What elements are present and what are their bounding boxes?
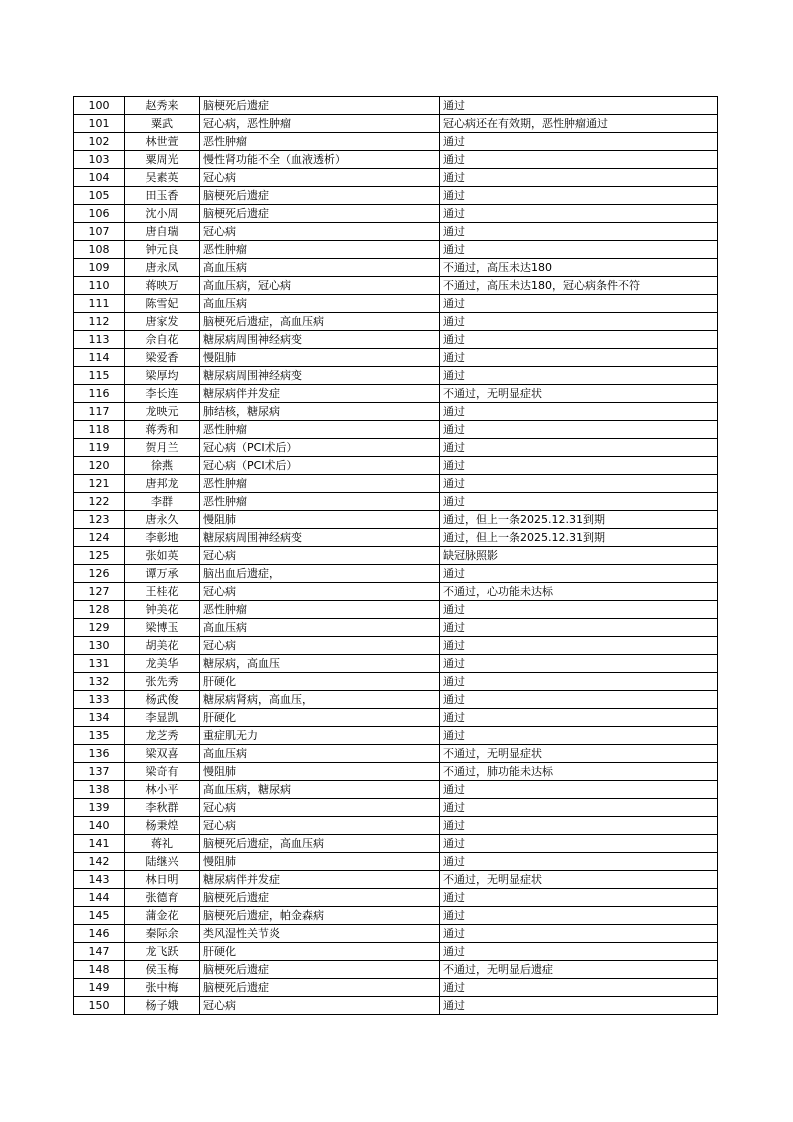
table-row: [74, 115, 718, 133]
row-number-cell: 124: [74, 529, 125, 547]
row-number-cell: 147: [74, 943, 125, 961]
table-row: [74, 871, 718, 889]
review-result-cell: 通过: [440, 493, 718, 511]
table-row: [74, 349, 718, 367]
table-row: [74, 439, 718, 457]
disease-cell: 肝硬化: [200, 673, 440, 691]
table-row: [74, 169, 718, 187]
patient-name-cell: 张先秀: [125, 673, 200, 691]
review-result-cell: 通过: [440, 709, 718, 727]
patient-name-cell: 钟元良: [125, 241, 200, 259]
review-result-cell: 通过: [440, 655, 718, 673]
patient-name-cell: 梁厚均: [125, 367, 200, 385]
row-number-cell: 137: [74, 763, 125, 781]
table-body: [74, 97, 718, 1015]
table-row: [74, 601, 718, 619]
row-number-cell: 126: [74, 565, 125, 583]
review-result-cell: 通过: [440, 403, 718, 421]
table-row: [74, 529, 718, 547]
row-number-cell: 106: [74, 205, 125, 223]
patient-name-cell: 杨子娥: [125, 997, 200, 1015]
review-result-cell: 不通过，高压未达180，冠心病条件不符: [440, 277, 718, 295]
row-number-cell: 140: [74, 817, 125, 835]
disease-cell: 肝硬化: [200, 943, 440, 961]
patient-name-cell: 胡美花: [125, 637, 200, 655]
row-number-cell: 107: [74, 223, 125, 241]
table-row: [74, 835, 718, 853]
patient-name-cell: 侯玉梅: [125, 961, 200, 979]
patient-name-cell: 杨秉煌: [125, 817, 200, 835]
disease-cell: 冠心病（PCI术后）: [200, 439, 440, 457]
row-number-cell: 128: [74, 601, 125, 619]
review-result-cell: 通过: [440, 223, 718, 241]
table-row: [74, 133, 718, 151]
disease-cell: 糖尿病，高血压: [200, 655, 440, 673]
review-result-cell: 通过: [440, 295, 718, 313]
disease-cell: 脑梗死后遗症，帕金森病: [200, 907, 440, 925]
review-result-cell: 通过: [440, 475, 718, 493]
review-result-cell: 冠心病还在有效期，恶性肿瘤通过: [440, 115, 718, 133]
patient-name-cell: 秦际余: [125, 925, 200, 943]
patient-name-cell: 李群: [125, 493, 200, 511]
patient-name-cell: 张中梅: [125, 979, 200, 997]
row-number-cell: 101: [74, 115, 125, 133]
patient-name-cell: 赵秀来: [125, 97, 200, 115]
row-number-cell: 146: [74, 925, 125, 943]
review-result-cell: 通过: [440, 619, 718, 637]
row-number-cell: 110: [74, 277, 125, 295]
patient-name-cell: 唐永久: [125, 511, 200, 529]
row-number-cell: 121: [74, 475, 125, 493]
patient-name-cell: 陈雪妃: [125, 295, 200, 313]
patient-name-cell: 梁奇有: [125, 763, 200, 781]
patient-name-cell: 唐永凤: [125, 259, 200, 277]
table-row: [74, 97, 718, 115]
review-result-cell: 通过: [440, 169, 718, 187]
row-number-cell: 125: [74, 547, 125, 565]
row-number-cell: 134: [74, 709, 125, 727]
disease-cell: 冠心病: [200, 547, 440, 565]
review-result-cell: 通过: [440, 565, 718, 583]
table-row: [74, 943, 718, 961]
patient-name-cell: 龙芝秀: [125, 727, 200, 745]
review-result-cell: 通过: [440, 151, 718, 169]
table-row: [74, 673, 718, 691]
patient-name-cell: 张如英: [125, 547, 200, 565]
patient-name-cell: 沈小周: [125, 205, 200, 223]
row-number-cell: 132: [74, 673, 125, 691]
patient-name-cell: 田玉香: [125, 187, 200, 205]
patient-name-cell: 粟周光: [125, 151, 200, 169]
review-result-cell: 不通过，无明显症状: [440, 745, 718, 763]
disease-cell: 冠心病，恶性肿瘤: [200, 115, 440, 133]
review-result-cell: 通过: [440, 817, 718, 835]
disease-cell: 糖尿病周围神经病变: [200, 331, 440, 349]
review-result-cell: 通过: [440, 997, 718, 1015]
patient-name-cell: 蒋映万: [125, 277, 200, 295]
disease-cell: 糖尿病伴并发症: [200, 385, 440, 403]
review-result-cell: 通过: [440, 781, 718, 799]
disease-cell: 高血压病: [200, 745, 440, 763]
row-number-cell: 139: [74, 799, 125, 817]
review-result-cell: 通过: [440, 907, 718, 925]
review-result-cell: 不通过，高压未达180: [440, 259, 718, 277]
patient-name-cell: 林日明: [125, 871, 200, 889]
row-number-cell: 120: [74, 457, 125, 475]
review-result-cell: 通过: [440, 133, 718, 151]
review-result-cell: 通过: [440, 349, 718, 367]
disease-cell: 冠心病: [200, 583, 440, 601]
disease-cell: 恶性肿瘤: [200, 241, 440, 259]
patient-name-cell: 张德育: [125, 889, 200, 907]
review-result-cell: 通过: [440, 835, 718, 853]
row-number-cell: 150: [74, 997, 125, 1015]
review-result-cell: 不通过，心功能未达标: [440, 583, 718, 601]
table-row: [74, 475, 718, 493]
review-result-cell: 通过: [440, 943, 718, 961]
table-row: [74, 421, 718, 439]
row-number-cell: 108: [74, 241, 125, 259]
review-result-cell: 通过: [440, 601, 718, 619]
disease-cell: 慢阻肺: [200, 349, 440, 367]
disease-cell: 恶性肿瘤: [200, 133, 440, 151]
table-row: [74, 709, 718, 727]
row-number-cell: 130: [74, 637, 125, 655]
table-row: [74, 637, 718, 655]
patient-name-cell: 梁爱香: [125, 349, 200, 367]
review-result-cell: 通过: [440, 331, 718, 349]
table-row: [74, 385, 718, 403]
patient-name-cell: 杨武俊: [125, 691, 200, 709]
review-result-cell: 通过: [440, 799, 718, 817]
table-row: [74, 925, 718, 943]
review-result-cell: 通过: [440, 421, 718, 439]
review-result-cell: 通过，但上一条2025.12.31到期: [440, 511, 718, 529]
table-row: [74, 961, 718, 979]
table-row: [74, 619, 718, 637]
table-row: [74, 583, 718, 601]
disease-cell: 高血压病: [200, 259, 440, 277]
table-row: [74, 403, 718, 421]
row-number-cell: 131: [74, 655, 125, 673]
patient-name-cell: 龙映元: [125, 403, 200, 421]
disease-cell: 糖尿病周围神经病变: [200, 529, 440, 547]
table-row: [74, 907, 718, 925]
table-row: [74, 493, 718, 511]
disease-cell: 冠心病: [200, 223, 440, 241]
table-row: [74, 187, 718, 205]
patient-name-cell: 徐燕: [125, 457, 200, 475]
review-result-cell: 缺冠脉照影: [440, 547, 718, 565]
review-result-cell: 不通过，肺功能未达标: [440, 763, 718, 781]
review-result-cell: 通过: [440, 673, 718, 691]
review-result-cell: 通过: [440, 925, 718, 943]
row-number-cell: 127: [74, 583, 125, 601]
table-row: [74, 151, 718, 169]
disease-cell: 恶性肿瘤: [200, 601, 440, 619]
row-number-cell: 144: [74, 889, 125, 907]
patient-name-cell: 李长连: [125, 385, 200, 403]
disease-cell: 肝硬化: [200, 709, 440, 727]
patient-name-cell: 陆继兴: [125, 853, 200, 871]
review-result-cell: 通过: [440, 97, 718, 115]
table-row: [74, 745, 718, 763]
table-row: [74, 727, 718, 745]
disease-cell: 高血压病: [200, 295, 440, 313]
table-row: [74, 547, 718, 565]
table-row: [74, 511, 718, 529]
row-number-cell: 123: [74, 511, 125, 529]
disease-cell: 脑梗死后遗症: [200, 889, 440, 907]
row-number-cell: 119: [74, 439, 125, 457]
row-number-cell: 143: [74, 871, 125, 889]
disease-cell: 冠心病（PCI术后）: [200, 457, 440, 475]
disease-cell: 类风湿性关节炎: [200, 925, 440, 943]
review-results-table: [73, 96, 718, 1015]
table-row: [74, 997, 718, 1015]
row-number-cell: 118: [74, 421, 125, 439]
disease-cell: 重症肌无力: [200, 727, 440, 745]
table-row: [74, 853, 718, 871]
disease-cell: 恶性肿瘤: [200, 475, 440, 493]
table-row: [74, 763, 718, 781]
patient-name-cell: 钟美花: [125, 601, 200, 619]
disease-cell: 冠心病: [200, 169, 440, 187]
table-row: [74, 295, 718, 313]
disease-cell: 肺结核，糖尿病: [200, 403, 440, 421]
disease-cell: 慢阻肺: [200, 853, 440, 871]
table-row: [74, 457, 718, 475]
patient-name-cell: 唐自瑞: [125, 223, 200, 241]
disease-cell: 高血压病，冠心病: [200, 277, 440, 295]
disease-cell: 脑梗死后遗症: [200, 961, 440, 979]
patient-name-cell: 李秋群: [125, 799, 200, 817]
table-row: [74, 979, 718, 997]
table-row: [74, 367, 718, 385]
table-row: [74, 691, 718, 709]
table-row: [74, 565, 718, 583]
disease-cell: 冠心病: [200, 997, 440, 1015]
patient-name-cell: 佘自花: [125, 331, 200, 349]
row-number-cell: 142: [74, 853, 125, 871]
disease-cell: 脑梗死后遗症: [200, 205, 440, 223]
table-row: [74, 331, 718, 349]
table-row: [74, 313, 718, 331]
disease-cell: 恶性肿瘤: [200, 493, 440, 511]
disease-cell: 恶性肿瘤: [200, 421, 440, 439]
table-row: [74, 241, 718, 259]
review-result-cell: 不通过，无明显后遗症: [440, 961, 718, 979]
row-number-cell: 149: [74, 979, 125, 997]
table-row: [74, 259, 718, 277]
disease-cell: 高血压病，糖尿病: [200, 781, 440, 799]
review-result-cell: 通过: [440, 439, 718, 457]
review-result-cell: 不通过，无明显症状: [440, 871, 718, 889]
patient-name-cell: 林小平: [125, 781, 200, 799]
row-number-cell: 135: [74, 727, 125, 745]
row-number-cell: 114: [74, 349, 125, 367]
disease-cell: 脑梗死后遗症，高血压病: [200, 835, 440, 853]
patient-name-cell: 蒲金花: [125, 907, 200, 925]
table-row: [74, 223, 718, 241]
row-number-cell: 112: [74, 313, 125, 331]
patient-name-cell: 蒋礼: [125, 835, 200, 853]
patient-name-cell: 蒋秀和: [125, 421, 200, 439]
table-row: [74, 277, 718, 295]
review-result-cell: 通过: [440, 367, 718, 385]
patient-name-cell: 梁博玉: [125, 619, 200, 637]
review-result-cell: 通过: [440, 205, 718, 223]
row-number-cell: 141: [74, 835, 125, 853]
table-row: [74, 655, 718, 673]
row-number-cell: 113: [74, 331, 125, 349]
row-number-cell: 145: [74, 907, 125, 925]
patient-name-cell: 粟武: [125, 115, 200, 133]
review-result-cell: 通过: [440, 727, 718, 745]
row-number-cell: 148: [74, 961, 125, 979]
patient-name-cell: 龙飞跃: [125, 943, 200, 961]
row-number-cell: 104: [74, 169, 125, 187]
row-number-cell: 117: [74, 403, 125, 421]
patient-name-cell: 王桂花: [125, 583, 200, 601]
review-result-cell: 通过: [440, 187, 718, 205]
row-number-cell: 138: [74, 781, 125, 799]
row-number-cell: 115: [74, 367, 125, 385]
disease-cell: 慢阻肺: [200, 511, 440, 529]
disease-cell: 脑梗死后遗症: [200, 979, 440, 997]
disease-cell: 慢性肾功能不全（血液透析）: [200, 151, 440, 169]
review-result-cell: 通过: [440, 457, 718, 475]
review-result-cell: 通过: [440, 979, 718, 997]
row-number-cell: 133: [74, 691, 125, 709]
disease-cell: 脑出血后遗症，: [200, 565, 440, 583]
table-row: [74, 205, 718, 223]
review-result-cell: 不通过，无明显症状: [440, 385, 718, 403]
disease-cell: 冠心病: [200, 637, 440, 655]
row-number-cell: 129: [74, 619, 125, 637]
disease-cell: 冠心病: [200, 799, 440, 817]
row-number-cell: 103: [74, 151, 125, 169]
disease-cell: 脑梗死后遗症，高血压病: [200, 313, 440, 331]
row-number-cell: 105: [74, 187, 125, 205]
patient-name-cell: 林世萱: [125, 133, 200, 151]
patient-name-cell: 龙美华: [125, 655, 200, 673]
review-result-cell: 通过: [440, 889, 718, 907]
patient-name-cell: 贺月兰: [125, 439, 200, 457]
row-number-cell: 122: [74, 493, 125, 511]
review-result-cell: 通过: [440, 691, 718, 709]
row-number-cell: 136: [74, 745, 125, 763]
patient-name-cell: 李显凯: [125, 709, 200, 727]
review-result-cell: 通过: [440, 313, 718, 331]
patient-name-cell: 谭万承: [125, 565, 200, 583]
patient-name-cell: 吴素英: [125, 169, 200, 187]
patient-name-cell: 梁双喜: [125, 745, 200, 763]
review-result-cell: 通过: [440, 241, 718, 259]
patient-name-cell: 唐家发: [125, 313, 200, 331]
patient-name-cell: 李彰地: [125, 529, 200, 547]
row-number-cell: 100: [74, 97, 125, 115]
table-row: [74, 781, 718, 799]
disease-cell: 糖尿病周围神经病变: [200, 367, 440, 385]
disease-cell: 脑梗死后遗症: [200, 97, 440, 115]
disease-cell: 慢阻肺: [200, 763, 440, 781]
patient-name-cell: 唐邦龙: [125, 475, 200, 493]
disease-cell: 冠心病: [200, 817, 440, 835]
review-result-cell: 通过: [440, 853, 718, 871]
review-result-cell: 通过，但上一条2025.12.31到期: [440, 529, 718, 547]
review-result-cell: 通过: [440, 637, 718, 655]
row-number-cell: 111: [74, 295, 125, 313]
disease-cell: 高血压病: [200, 619, 440, 637]
row-number-cell: 102: [74, 133, 125, 151]
table-row: [74, 889, 718, 907]
table-row: [74, 817, 718, 835]
row-number-cell: 109: [74, 259, 125, 277]
disease-cell: 脑梗死后遗症: [200, 187, 440, 205]
row-number-cell: 116: [74, 385, 125, 403]
disease-cell: 糖尿病伴并发症: [200, 871, 440, 889]
disease-cell: 糖尿病肾病，高血压，: [200, 691, 440, 709]
table-row: [74, 799, 718, 817]
